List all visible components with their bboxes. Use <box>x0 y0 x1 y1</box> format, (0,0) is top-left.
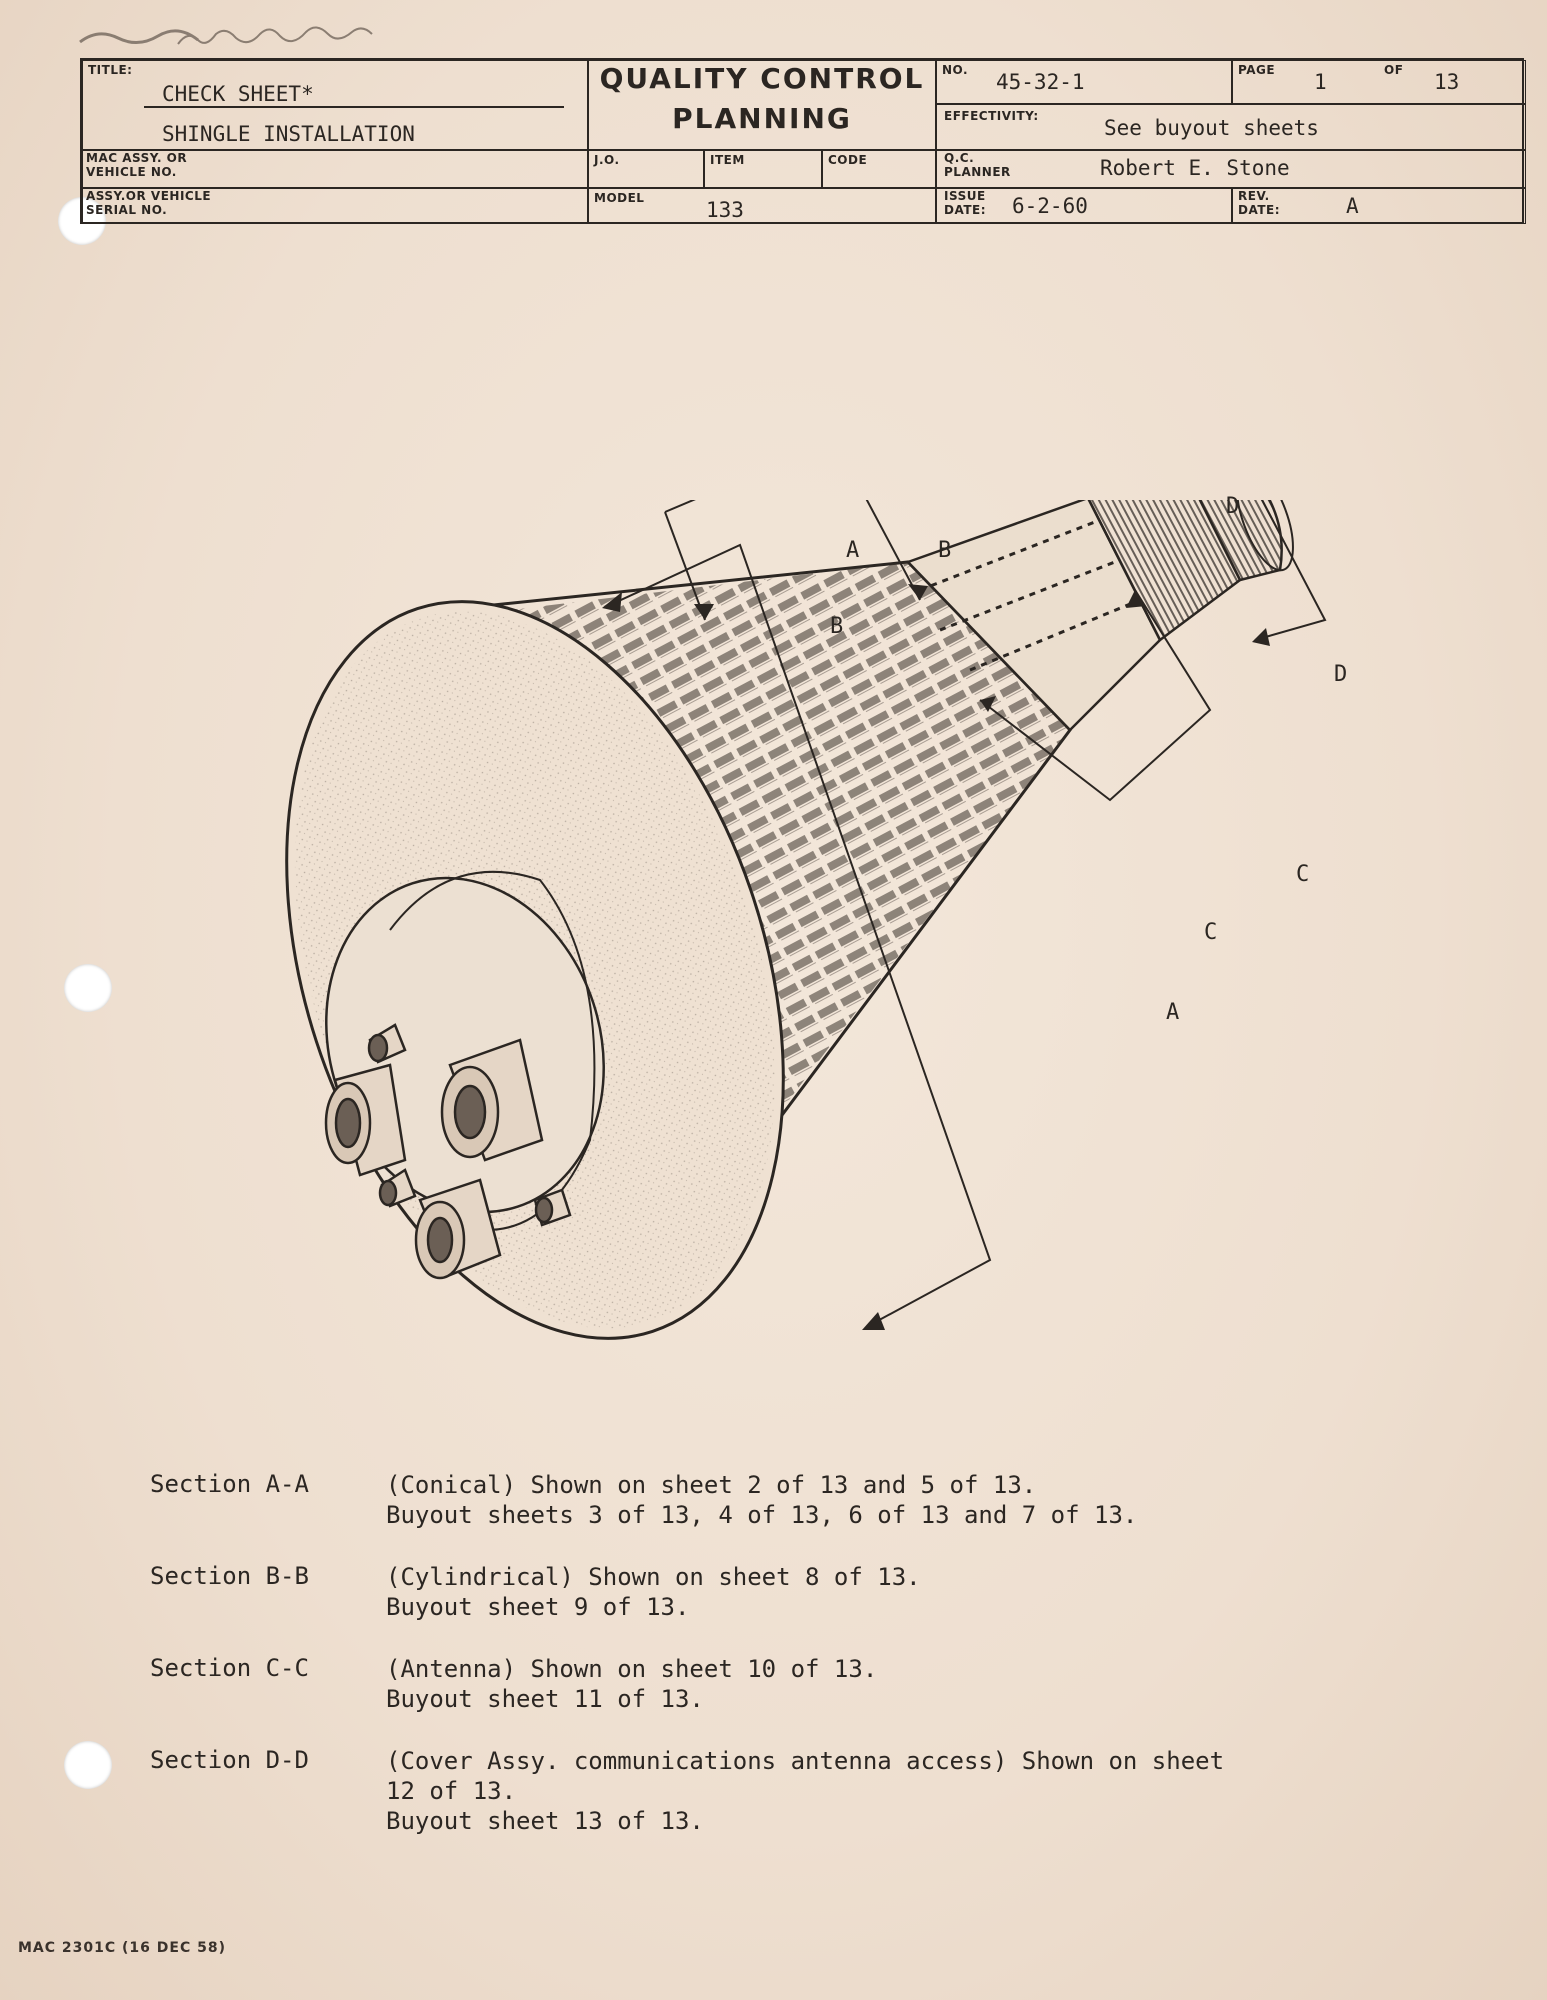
mac-assy-label-1: MAC ASSY. OR <box>86 151 188 165</box>
quality-control-planning-header <box>80 58 1524 224</box>
issue-date-value: 6-2-60 <box>1012 194 1088 218</box>
revision-letter: A <box>1346 194 1359 218</box>
form-heading-line-2: PLANNING <box>672 102 852 135</box>
section-d-d-line-1: (Cover Assy. communications antenna access) Shown on sheet <box>386 1747 1225 1775</box>
title-line-1: CHECK SHEET* <box>162 82 314 106</box>
binder-hole-middle <box>64 964 112 1012</box>
assy-serial-label-2: SERIAL NO. <box>86 203 168 217</box>
section-d-d-name: Section D-D <box>150 1746 309 1774</box>
section-c-c-description <box>386 1654 1436 1714</box>
model-label: MODEL <box>594 191 645 205</box>
section-c-c-line-2: Buyout sheet 11 of 13. <box>386 1685 704 1713</box>
label-section-a-top: A <box>846 538 860 563</box>
rev-date-label-1: REV. <box>1238 189 1270 203</box>
page-cell <box>1232 60 1526 104</box>
assy-serial-label-1: ASSY.OR VEHICLE <box>86 189 212 203</box>
section-a-a-description <box>386 1470 1436 1530</box>
title-label: TITLE: <box>88 63 133 77</box>
total-pages: 13 <box>1434 70 1460 94</box>
section-a-a-name: Section A-A <box>150 1470 309 1498</box>
section-d-d-description <box>386 1746 1436 1836</box>
code-label: CODE <box>828 153 868 167</box>
company-logo <box>78 24 378 52</box>
label-section-c-bottom: C <box>1204 920 1218 945</box>
effectivity-label: EFFECTIVITY: <box>944 109 1039 123</box>
section-b-b-description <box>386 1562 1436 1622</box>
title-underline-1 <box>144 106 564 108</box>
qc-planner-name: Robert E. Stone <box>1100 156 1290 180</box>
qc-planner-label-2: PLANNER <box>944 165 1011 179</box>
issue-date-label-2: DATE: <box>944 203 986 217</box>
effectivity-value: See buyout sheets <box>1104 116 1319 140</box>
section-d-d-line-3: Buyout sheet 13 of 13. <box>386 1807 704 1835</box>
document-number: 45-32-1 <box>996 70 1085 94</box>
label-section-a-bottom: A <box>1166 1000 1180 1025</box>
label-section-d-top: D <box>1226 494 1240 519</box>
issue-date-label-1: ISSUE <box>944 189 986 203</box>
section-b-b-line-2: Buyout sheet 9 of 13. <box>386 1593 690 1621</box>
form-number: MAC 2301C (16 DEC 58) <box>18 1940 226 1956</box>
section-b-b-name: Section B-B <box>150 1562 309 1590</box>
form-heading-line-1: QUALITY CONTROL <box>599 62 925 95</box>
label-section-c-right: C <box>1296 862 1310 887</box>
section-b-b-line-1: (Cylindrical) Shown on sheet 8 of 13. <box>386 1563 921 1591</box>
number-label: NO. <box>942 63 969 77</box>
logo-signature-graphic <box>78 24 378 52</box>
of-label: OF <box>1384 63 1404 77</box>
binder-hole-bottom <box>64 1741 112 1789</box>
jo-label: J.O. <box>594 153 620 167</box>
label-section-b-left: B <box>830 614 844 639</box>
model-number: 133 <box>706 198 744 222</box>
rev-date-label-2: DATE: <box>1238 203 1280 217</box>
mac-assy-label-2: VEHICLE NO. <box>86 165 177 179</box>
section-a-a-line-1: (Conical) Shown on sheet 2 of 13 and 5 of 13. <box>386 1471 1037 1499</box>
capsule-illustration <box>280 500 1340 1450</box>
section-c-c-name: Section C-C <box>150 1654 309 1682</box>
label-section-d-right: D <box>1334 662 1348 687</box>
page-number: 1 <box>1314 70 1327 94</box>
page-label: PAGE <box>1238 63 1276 77</box>
section-a-a-line-2: Buyout sheets 3 of 13, 4 of 13, 6 of 13 and 7 of 13. <box>386 1501 1138 1529</box>
qc-planner-label-1: Q.C. <box>944 151 975 165</box>
section-d-d-line-2: 12 of 13. <box>386 1777 517 1805</box>
title-line-2: SHINGLE INSTALLATION <box>162 122 415 146</box>
label-section-b-top: B <box>938 538 952 563</box>
section-c-c-line-1: (Antenna) Shown on sheet 10 of 13. <box>386 1655 878 1683</box>
item-label: ITEM <box>710 153 745 167</box>
